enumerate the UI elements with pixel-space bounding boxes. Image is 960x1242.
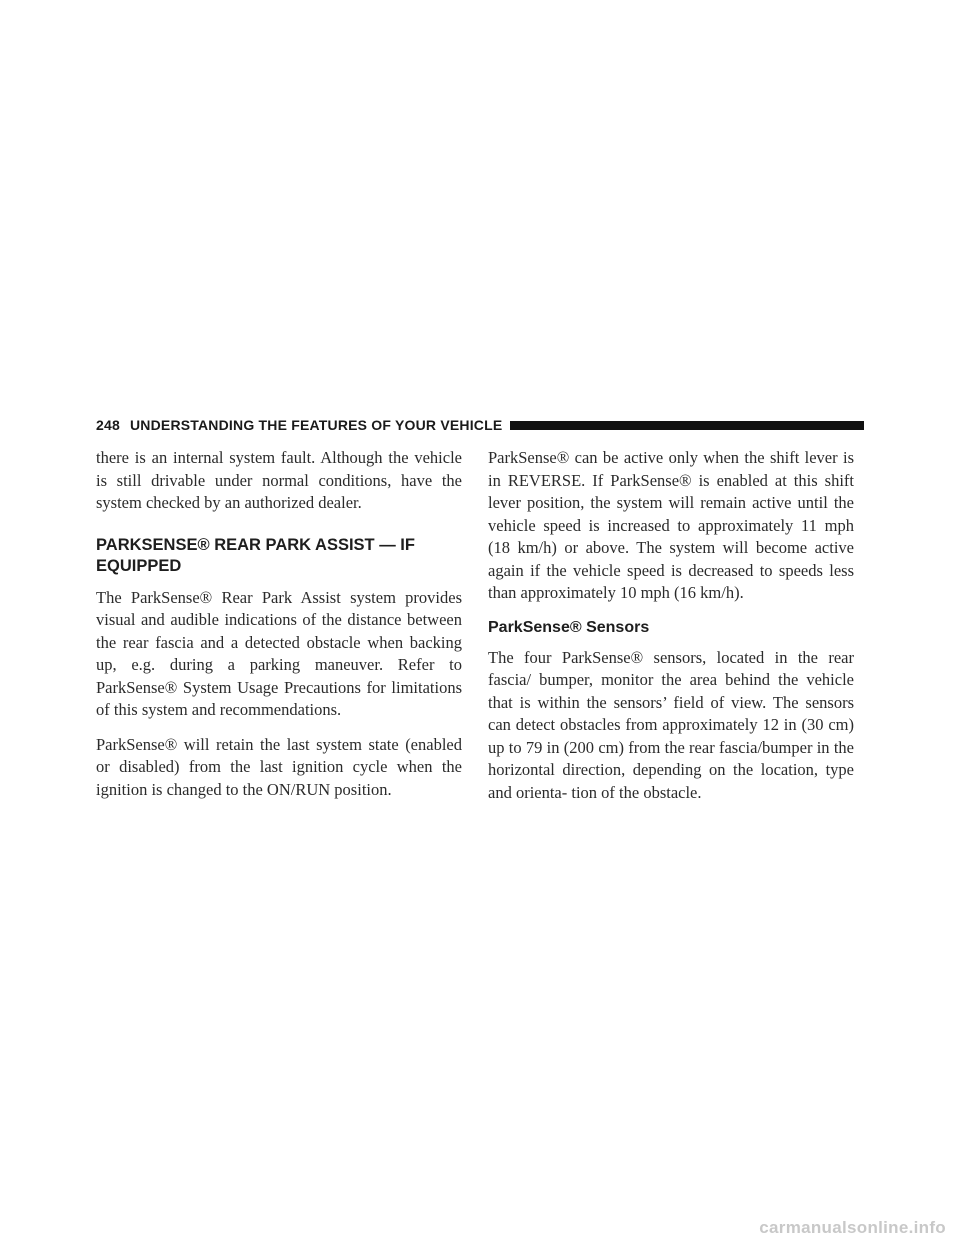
heading-parksense-sensors: ParkSense® Sensors [488, 618, 650, 636]
paragraph-parksense-intro: The ParkSense® Rear Park Assist system provides visual and audible indications of the distance between the rear fascia and a detected obstacle when backing up, e.g. during a parking maneuver. Refer to ParkSense® System Usage Precautions for limitations of this system and recommendations. [96, 587, 462, 719]
paragraph-reverse-activation: ParkSense® can be active only when the shift lever is in REVERSE. If ParkSense® is enabled at this shift lever position, the system will remain active until the vehicle speed is increased to approximately 11 mph (18 km/h) or above. The system will become active again if the vehicle speed is decreased to speeds less than approximately 10 mph (16 km/h). [488, 448, 854, 602]
watermark-logo: carmanualsonline.info [759, 1218, 946, 1237]
page-header [96, 414, 864, 436]
heading-parksense-rear-park-assist: PARKSENSE® REAR PARK ASSIST — IF EQUIPPED [96, 535, 415, 575]
header-rule [510, 421, 864, 430]
paragraph-system-fault: there is an internal system fault. Although the vehicle is still drivable under normal conditions, have the system checked by an authorized dealer. [96, 448, 462, 512]
paragraph-retain-state: ParkSense® will retain the last system state (enabled or disabled) from the last ignition cycle when the ignition is changed to the ON/RUN position. [96, 734, 462, 799]
section-title: UNDERSTANDING THE FEATURES OF YOUR VEHICLE [129, 417, 503, 433]
paragraph-sensors: The four ParkSense® sensors, located in the rear fascia/ bumper, monitor the area behind the vehicle that is within the sensors’ field of view. The sensors can detect obstacles from approximately 12 in (30 cm) up to 79 in (200 cm) from the rear fascia/bumper in the horizontal direction, depending on the location, type and orienta- tion of the obstacle. [488, 647, 854, 802]
page-number: 248 [96, 417, 120, 433]
right-column [488, 447, 854, 816]
left-column [96, 447, 462, 813]
